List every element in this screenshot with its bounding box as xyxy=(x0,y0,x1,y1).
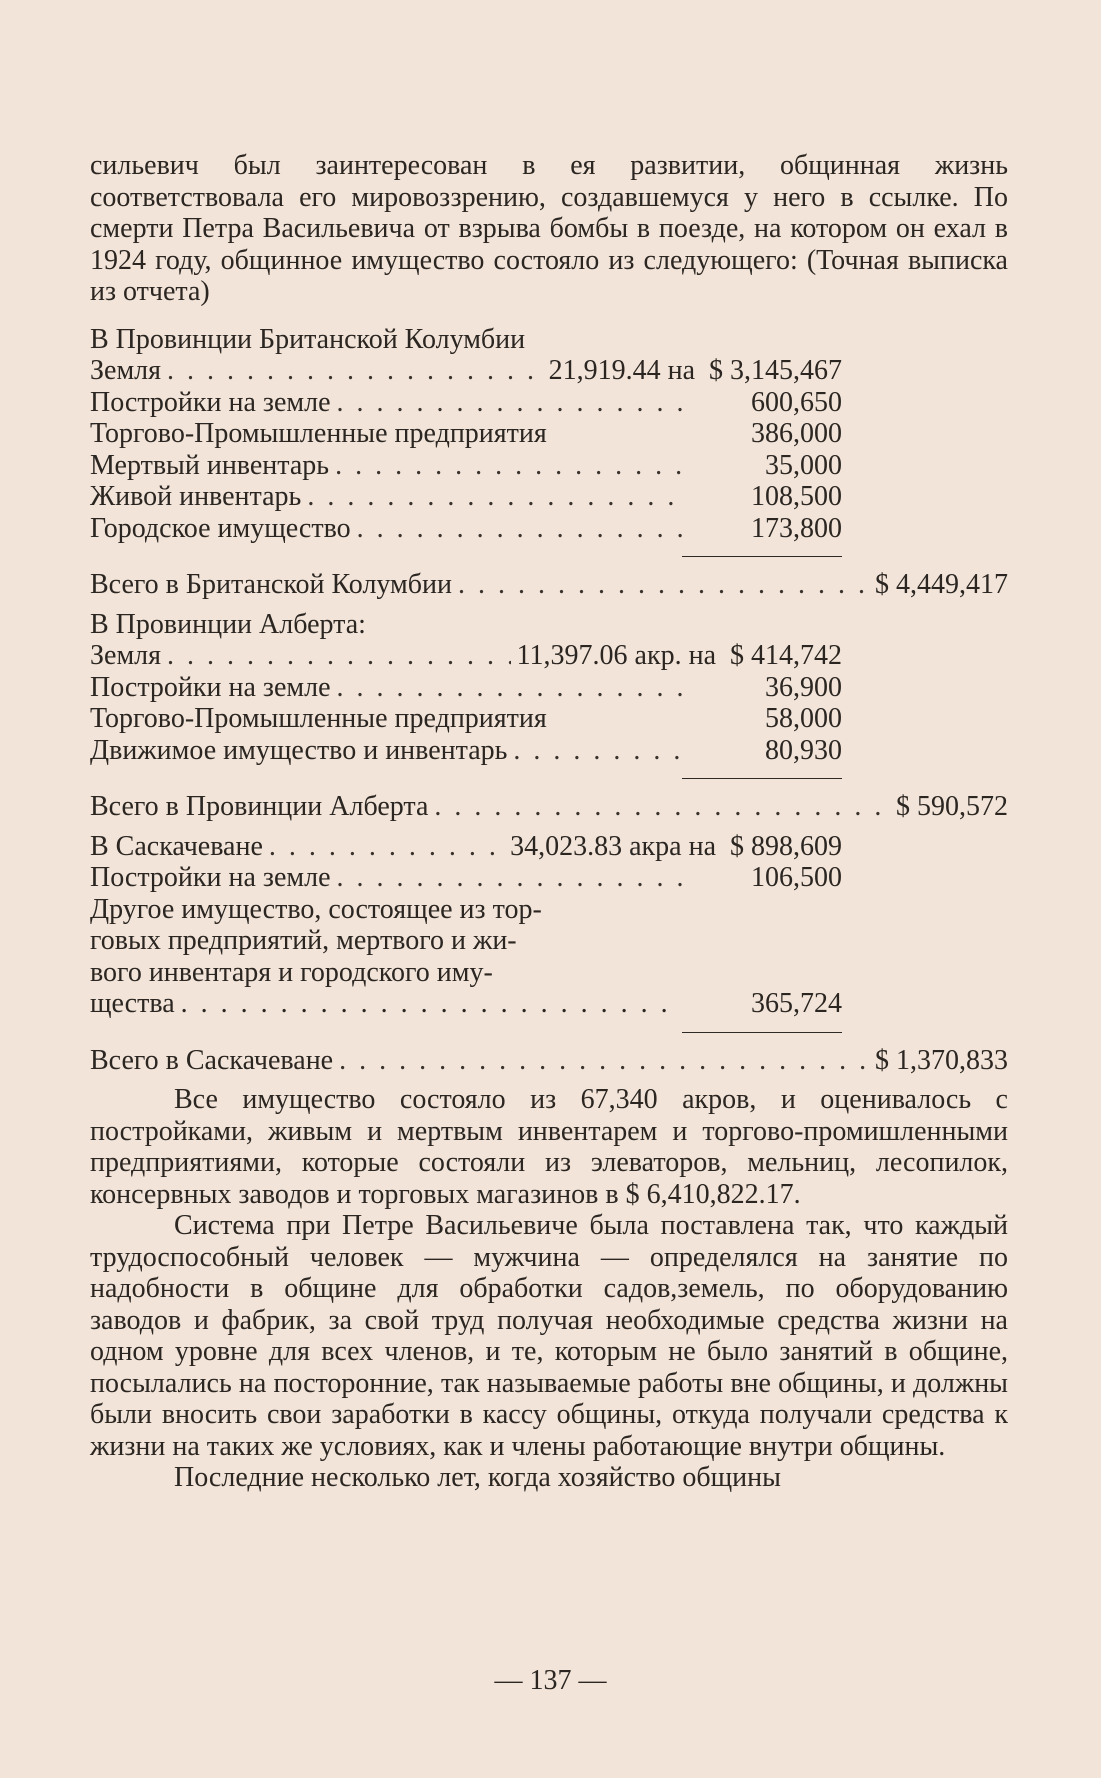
sask-row-land: В Саскачеване . . . 34,023.83 акра на $ 898,609 xyxy=(90,831,842,863)
bc-heading: В Провинции Британской Колумбии xyxy=(90,323,526,355)
leader-dots xyxy=(307,481,686,513)
sask-total: Всего в Саскачеване . . . $ 1,370,833 xyxy=(90,1045,1008,1077)
summary-paragraph: Все имущество состояло из 67,340 акров, и оценивалось с постройками, живым и мертвым инвентарем и торгово-промишленными предприятиями, которые состояли из элеваторов, мельниц, лесопилок, консервных заводов и торговых магазинов в $ 6,410,822.17. xyxy=(90,1084,1008,1210)
bc-row-enterprises: Торгово-Промышленные предприятия 386,000 xyxy=(90,418,842,449)
bc-row-land: Земля . . . 21,919.44 на $ 3,145,467 xyxy=(90,355,842,387)
sask-other-property xyxy=(90,894,842,1020)
leader-dots xyxy=(181,988,674,1020)
bc-row-live-inventory: Живой инвентарь . . . 108,500 xyxy=(90,481,842,513)
sum-rule xyxy=(682,1032,842,1033)
leader-dots xyxy=(167,640,511,672)
bc-total: Всего в Британской Колумбии . . . $ 4,449,417 xyxy=(90,569,1008,601)
alberta-row-movable-property: Движимое имущество и инвентарь . . . 80,930 xyxy=(90,735,842,767)
alberta-total: Всего в Провинции Алберта . . . $ 590,572 xyxy=(90,791,1008,823)
bc-row-buildings: Постройки на земле . . . 600,650 xyxy=(90,387,842,419)
sask-other-line: щества xyxy=(90,988,175,1019)
sask-other-line: вого инвентаря и городского иму- xyxy=(90,956,493,988)
alberta-items xyxy=(90,640,842,766)
alberta-row-land: Земля . . . 11,397.06 акр. на $ 414,742 xyxy=(90,640,842,672)
text-block xyxy=(90,150,1008,1494)
leader-dots xyxy=(337,862,686,894)
leader-dots xyxy=(337,387,686,419)
leader-dots xyxy=(269,831,504,863)
alberta-row-buildings: Постройки на земле . . . 36,900 xyxy=(90,672,842,704)
leader-dots xyxy=(335,450,686,482)
last-years-paragraph: Последние несколько лет, когда хозяйство общины xyxy=(174,1462,781,1493)
alberta-heading: В Провинции Алберта: xyxy=(90,608,366,640)
bc-row-dead-inventory: Мертвый инвентарь . . . 35,000 xyxy=(90,450,842,482)
sask-items xyxy=(90,831,842,894)
leader-dots xyxy=(167,355,543,387)
leader-dots xyxy=(357,513,686,545)
sum-rule xyxy=(682,556,842,557)
leader-dots xyxy=(339,1045,869,1077)
sask-row-buildings: Постройки на земле . . . 106,500 xyxy=(90,862,842,894)
sask-other-amount: 365,724 xyxy=(751,988,842,1019)
intro-paragraph: сильевич был заинтересован в ея развитии, общинная жизнь соответствовала его мировоззрению, создавшемуся у него в ссылке. По смерти Петра Васильевича от взрыва бомбы в поезде, на котором он ехал в 1924 году, общинное имущество состояло из следующего: (Точная выписка из отчета) xyxy=(90,150,1008,307)
sask-other-line: говых предприятий, мертвого и жи- xyxy=(90,925,517,956)
sask-other-line: Другое имущество, состоящее из тор- xyxy=(90,893,542,925)
bc-items xyxy=(90,355,842,544)
leader-dots xyxy=(513,735,686,767)
sum-rule xyxy=(682,778,842,779)
system-paragraph: Система при Петре Васильевиче была поставлена так, что каждый трудоспособный человек — мужчина — определялся на занятие по надобности в общине для обработки садов,земель, по оборудованию заводов и фабрик, за свой труд получая необходимые средства жизни на одном уровне для всех членов, и те, которым не было занятий в общине, посылались на посторонние, так называемые работы вне общины, и должны были вносить свои заработки в кассу общины, откуда получали средства к жизни на таких же условиях, как и члены работающие внутри общины. xyxy=(90,1210,1008,1462)
leader-dots xyxy=(337,672,686,704)
leader-dots xyxy=(458,569,869,601)
alberta-row-enterprises: Торгово-Промышленные предприятия 58,000 xyxy=(90,703,842,734)
leader-dots xyxy=(434,791,890,823)
page-number: — 137 — xyxy=(494,1665,607,1696)
bc-row-city-property: Городское имущество . . . 173,800 xyxy=(90,513,842,545)
